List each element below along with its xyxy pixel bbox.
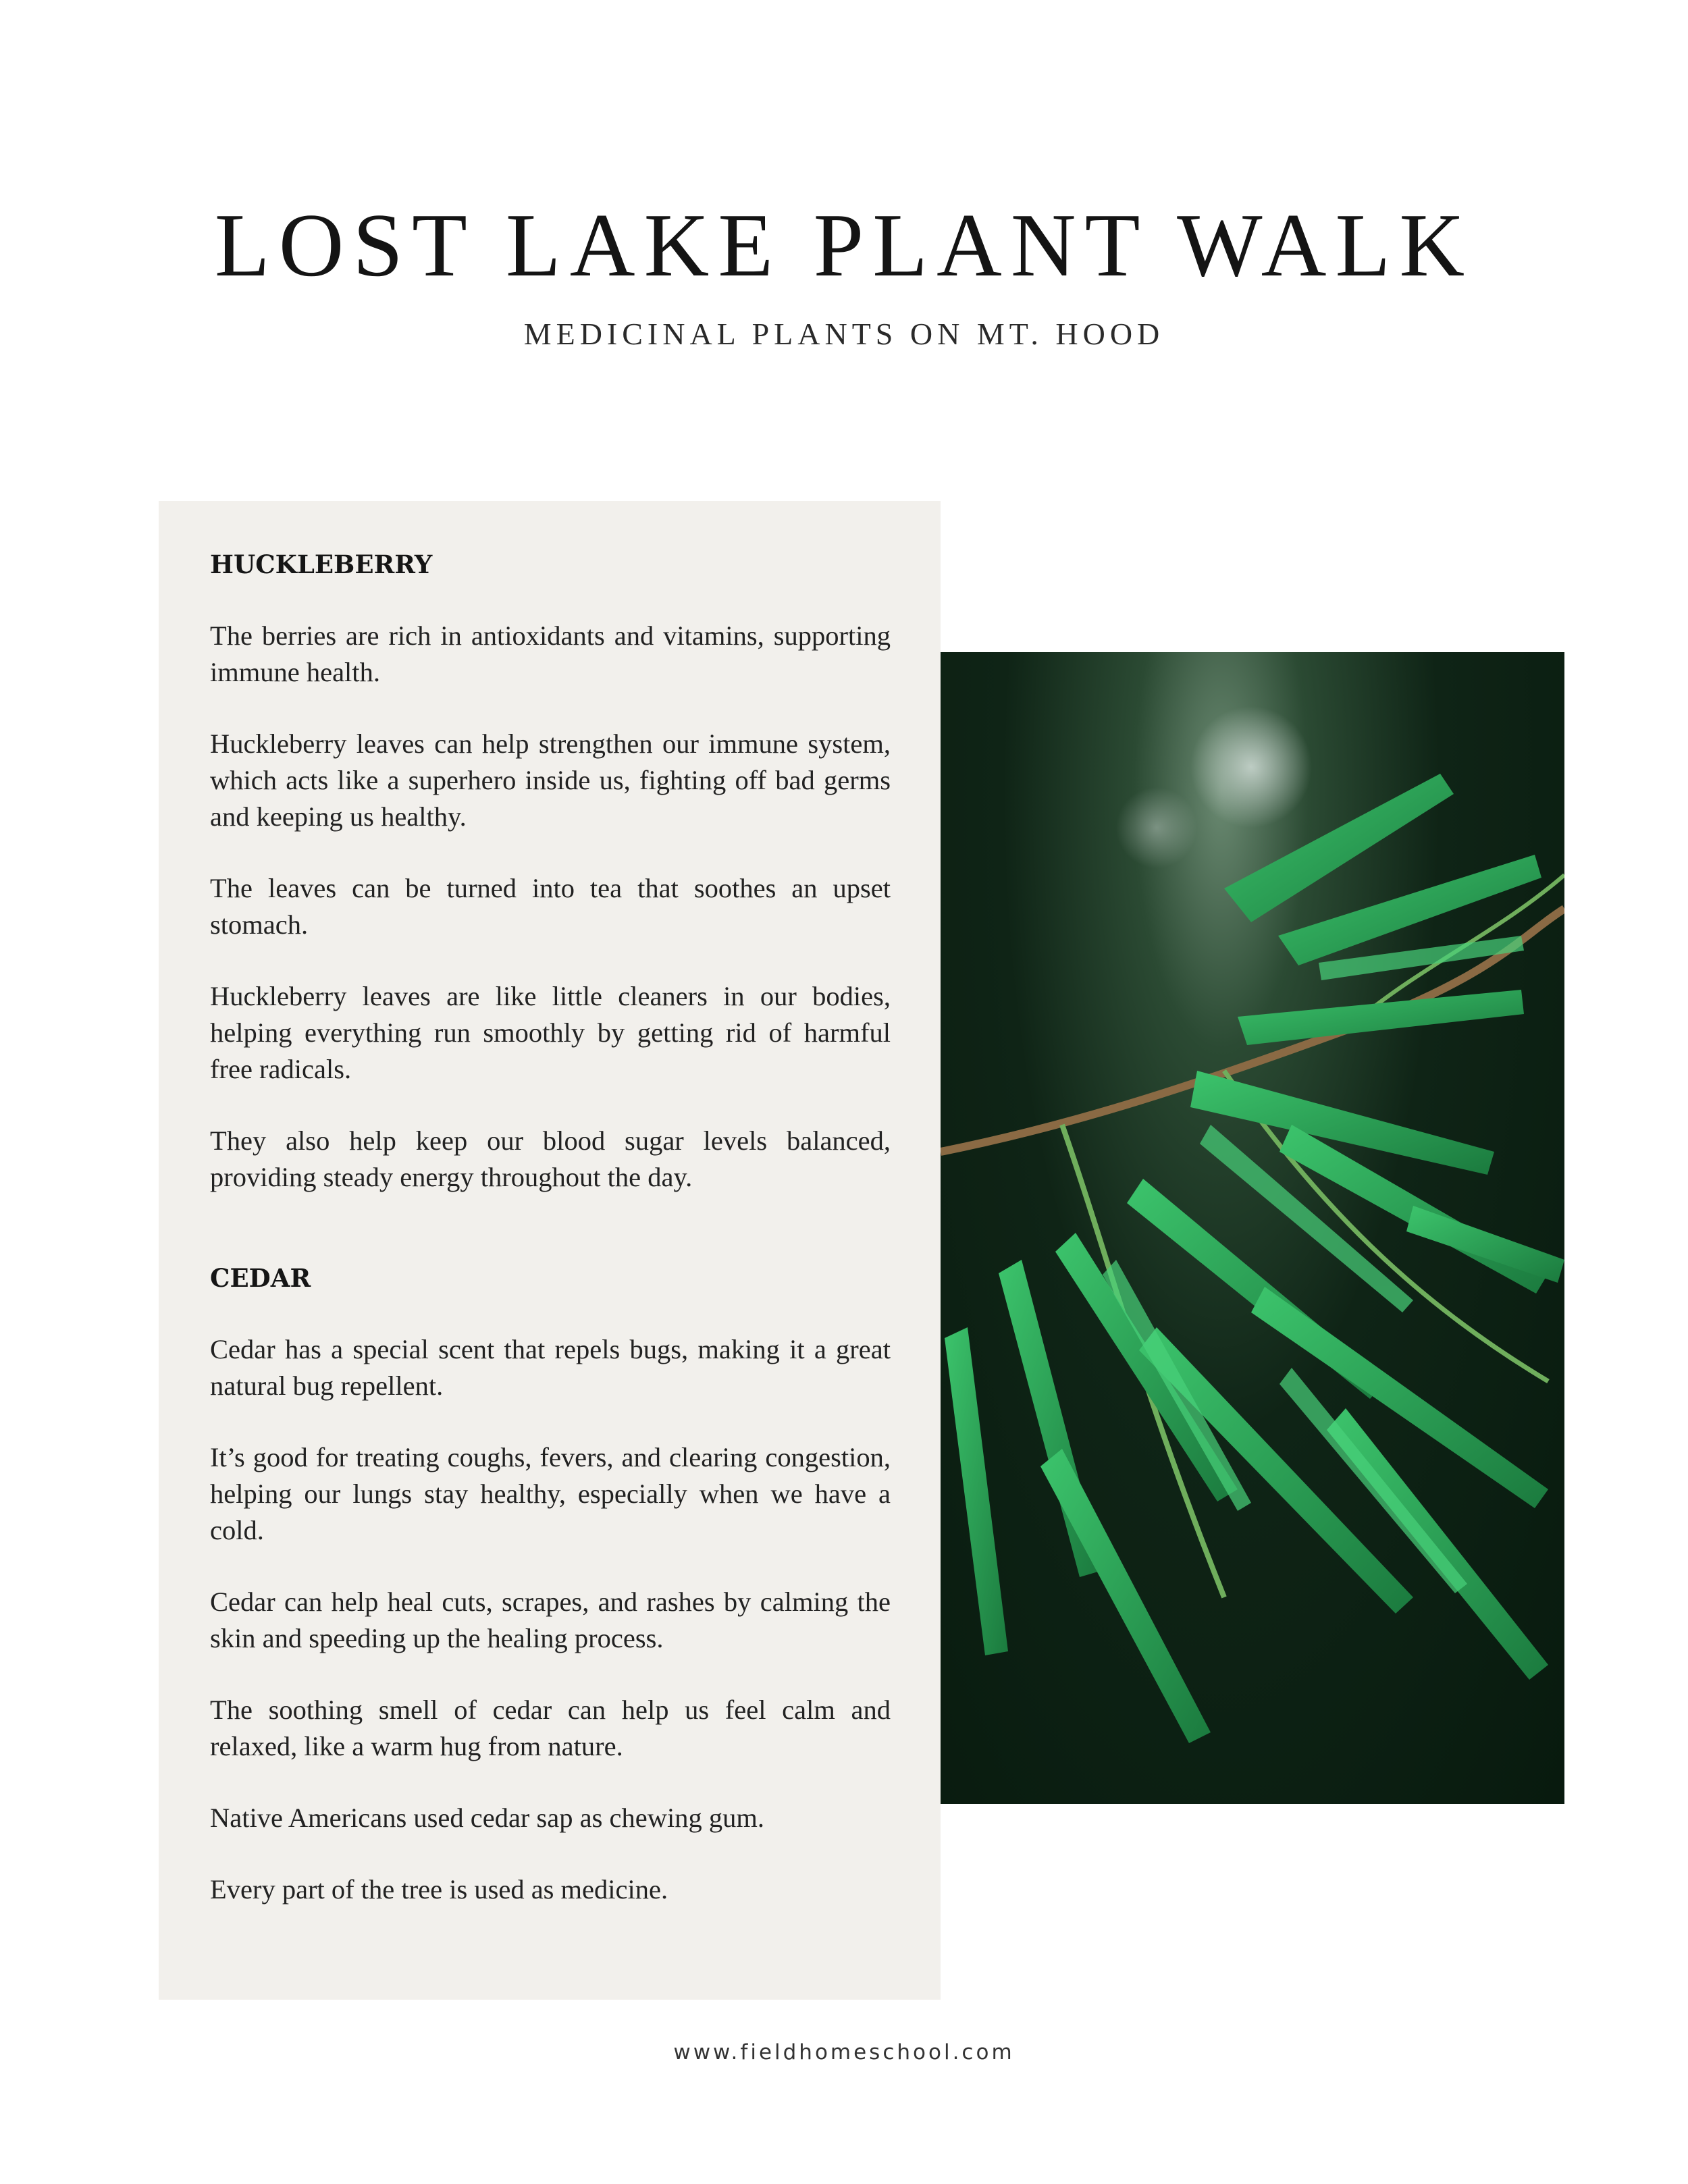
- cedar-paragraph: Every part of the tree is used as medicine.: [210, 1874, 668, 1905]
- huckleberry-paragraph: They also help keep our blood sugar levels balanced, providing steady energy throughout the day.: [210, 1125, 891, 1192]
- text-panel: [159, 501, 941, 2000]
- huckleberry-paragraph: The berries are rich in antioxidants and vitamins, supporting immune health.: [210, 620, 891, 687]
- page-subtitle: MEDICINAL PLANTS ON MT. HOOD: [523, 317, 1165, 351]
- cedar-paragraph: It’s good for treating coughs, fevers, and clearing congestion, helping our lungs stay healthy, especially when we have a cold.: [210, 1442, 891, 1545]
- cedar-foliage-illustration: [941, 652, 1564, 1804]
- footer-url: www.fieldhomeschool.com: [673, 2040, 1015, 2065]
- section-heading-huckleberry: HUCKLEBERRY: [210, 550, 433, 579]
- cedar-paragraph: Native Americans used cedar sap as chewing gum.: [210, 1803, 764, 1833]
- cedar-branch-photo: [941, 652, 1564, 1804]
- cedar-paragraph: The soothing smell of cedar can help us feel calm and relaxed, like a warm hug from nature.: [210, 1695, 891, 1761]
- cedar-paragraph: Cedar has a special scent that repels bugs, making it a great natural bug repellent.: [210, 1334, 891, 1401]
- page-title: LOST LAKE PLANT WALK: [214, 195, 1474, 295]
- huckleberry-paragraph: The leaves can be turned into tea that soothes an upset stomach.: [210, 873, 891, 940]
- huckleberry-paragraph: Huckleberry leaves are like little cleaners in our bodies, helping everything run smoothly by getting rid of harmful free radicals.: [210, 981, 891, 1084]
- section-heading-cedar: CEDAR: [210, 1263, 311, 1293]
- huckleberry-paragraph: Huckleberry leaves can help strengthen our immune system, which acts like a superhero inside us, fighting off bad germs and keeping us healthy.: [210, 728, 891, 832]
- cedar-paragraph: Cedar can help heal cuts, scrapes, and rashes by calming the skin and speeding up the healing process.: [210, 1587, 891, 1653]
